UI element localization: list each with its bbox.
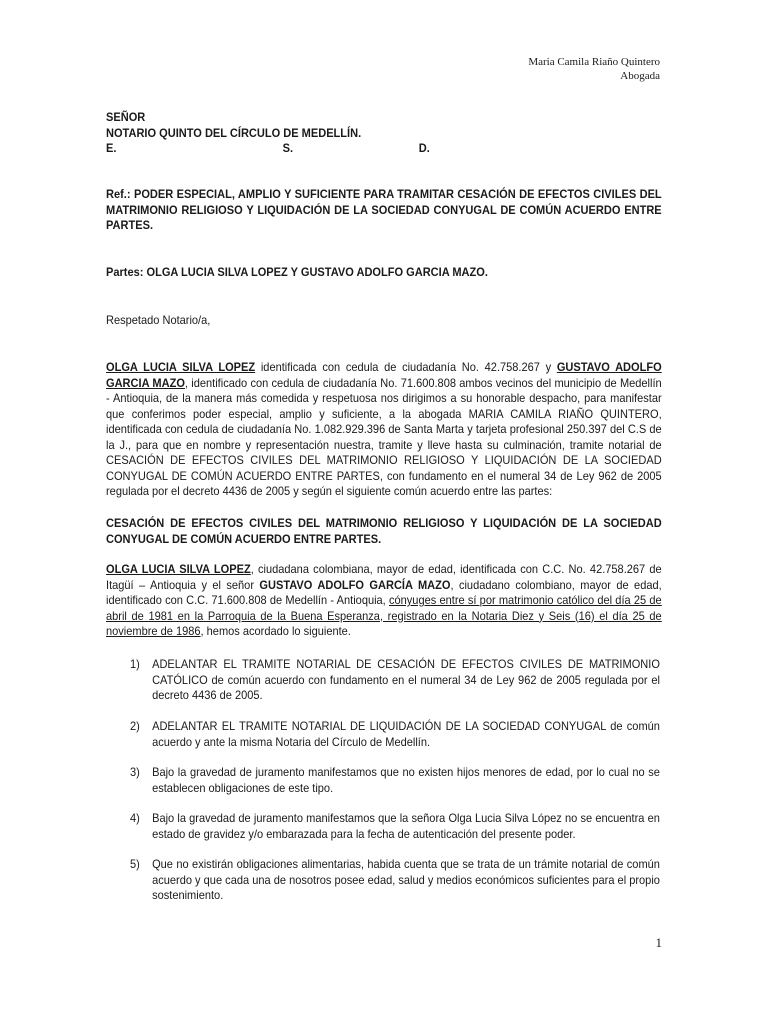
esd-row (106, 141, 618, 157)
party2-name-2: GUSTAVO ADOLFO GARCÍA MAZO (259, 577, 451, 592)
greeting: Respetado Notario/a, (106, 313, 211, 327)
author-name: Maria Camila Riaño Quintero (528, 56, 660, 68)
parties-line: Partes: OLGA LUCIA SILVA LOPEZ Y GUSTAVO ADOLFO GARCIA MAZO. (106, 265, 488, 279)
list-item-text: ADELANTAR EL TRAMITE NOTARIAL DE LIQUIDACIÓN DE LA SOCIEDAD CONYUGAL de común acuerdo y ante la misma Notaria del Círculo de Medellín. (152, 719, 660, 749)
party1-name-2: OLGA LUCIA SILVA LOPEZ (106, 562, 251, 576)
paragraph-power-of-attorney (106, 360, 662, 500)
list-item-text: ADELANTAR EL TRAMITE NOTARIAL DE CESACIÓN DE EFECTOS CIVILES DE MATRIMONIO CATÓLICO de común acuerdo con fundamento en el numeral 34 de Ley 962 de 2005 regulada por el decreto 4436 de 2005. (152, 657, 660, 702)
addressee-line2: NOTARIO QUINTO DEL CÍRCULO DE MEDELLÍN. (106, 125, 362, 140)
para1-text2: , identificado con cedula de ciudadanía No. 71.600.808 ambos vecinos del municipio de Medellín - Antioquia, de la manera más comedida y respetuosa nos dirigimos a su honorable despacho, para manifestar que conferimos poder especial, amplio y suficiente, a la abogada MARIA CAMILA RIAÑO QUINTERO, identificada con cedula de ciudadanía No. 1.082.929.396 de Santa Marta y tarjeta profesional 250.397 del C.S de la J., para que en nombre y representación nuestra, tramite y lleve hasta su culminación, tramite notarial de CESACIÓN DE EFECTOS CIVILES DEL MATRIMONIO RELIGIOSO Y LIQUIDACIÓN DE LA SOCIEDAD CONYUGAL DE COMÚN ACUERDO ENTRE PARTES, con fundamento en el numeral 34 de Ley 962 de 2005 regulada por el decreto 4436 de 2005 y según el siguiente común acuerdo entre las partes: (106, 375, 662, 498)
list-item-number: 5) (130, 857, 140, 871)
addressee-block (106, 110, 618, 157)
list-item-number: 2) (130, 719, 140, 733)
para2-text3: , hemos acordado lo siguiente. (200, 624, 351, 638)
reference-line: Ref.: PODER ESPECIAL, AMPLIO Y SUFICIENTE PARA TRAMITAR CESACIÓN DE EFECTOS CIVILES DEL MATRIMONIO RELIGIOSO Y LIQUIDACIÓN DE LA SOCIEDAD CONYUGAL DE COMÚN ACUERDO ENTRE PARTES. (106, 187, 662, 232)
section-title: CESACIÓN DE EFECTOS CIVILES DEL MATRIMONIO RELIGIOSO Y LIQUIDACIÓN DE LA SOCIEDAD CONYUGAL DE COMÚN ACUERDO ENTRE PARTES. (106, 516, 662, 546)
para1-text1: identificada con cedula de ciudadanía No. 42.758.267 y (255, 360, 557, 374)
esd-e: E. (106, 141, 117, 155)
list-item-number: 4) (130, 811, 140, 825)
list-item-text: Bajo la gravedad de juramento manifestamos que no existen hijos menores de edad, por lo cual no se establecen obligaciones de este tipo. (152, 765, 660, 795)
paragraph-agreement (106, 562, 662, 640)
para2-text1: , ciudadana colombiana, mayor de edad, identificada con C.C. No. 42.758.267 de Itagüí – Antioquia y el señor (106, 562, 662, 592)
list-item-number: 1) (130, 657, 140, 671)
party1-name: OLGA LUCIA SILVA LOPEZ (106, 360, 256, 374)
esd-s: S. (282, 141, 294, 155)
author-role: Abogada (620, 70, 660, 82)
list-item-text: Que no existirán obligaciones alimentarias, habida cuenta que se trata de un trámite notarial de común acuerdo y que cada una de nosotros posee edad, salud y medios económicos suficientes para el propio sostenimiento. (152, 857, 660, 902)
party2-name: GUSTAVO ADOLFO GARCIA MAZO (106, 360, 662, 390)
marriage-details: cónyuges entre sí por matrimonio católico del día 25 de abril de 1981 en la Parroquia de la Buena Esperanza, registrado en la Notaria Diez y Seis (16) el día 25 de noviembre de 1986 (106, 593, 662, 638)
page-number: 1 (655, 935, 662, 950)
esd-d: D. (418, 141, 430, 155)
para2-text2: , ciudadano colombiano, mayor de edad, identificado con C.C. 71.600.808 de Medellín - Antioquia, (106, 577, 662, 607)
list-item-number: 3) (130, 765, 140, 779)
letterhead (528, 55, 660, 83)
addressee-line1: SEÑOR (106, 110, 146, 124)
list-item-text: Bajo la gravedad de juramento manifestamos que la señora Olga Lucia Silva López no se encuentra en estado de gravidez y/o embarazada para la fecha de autenticación del presente poder. (152, 811, 660, 841)
